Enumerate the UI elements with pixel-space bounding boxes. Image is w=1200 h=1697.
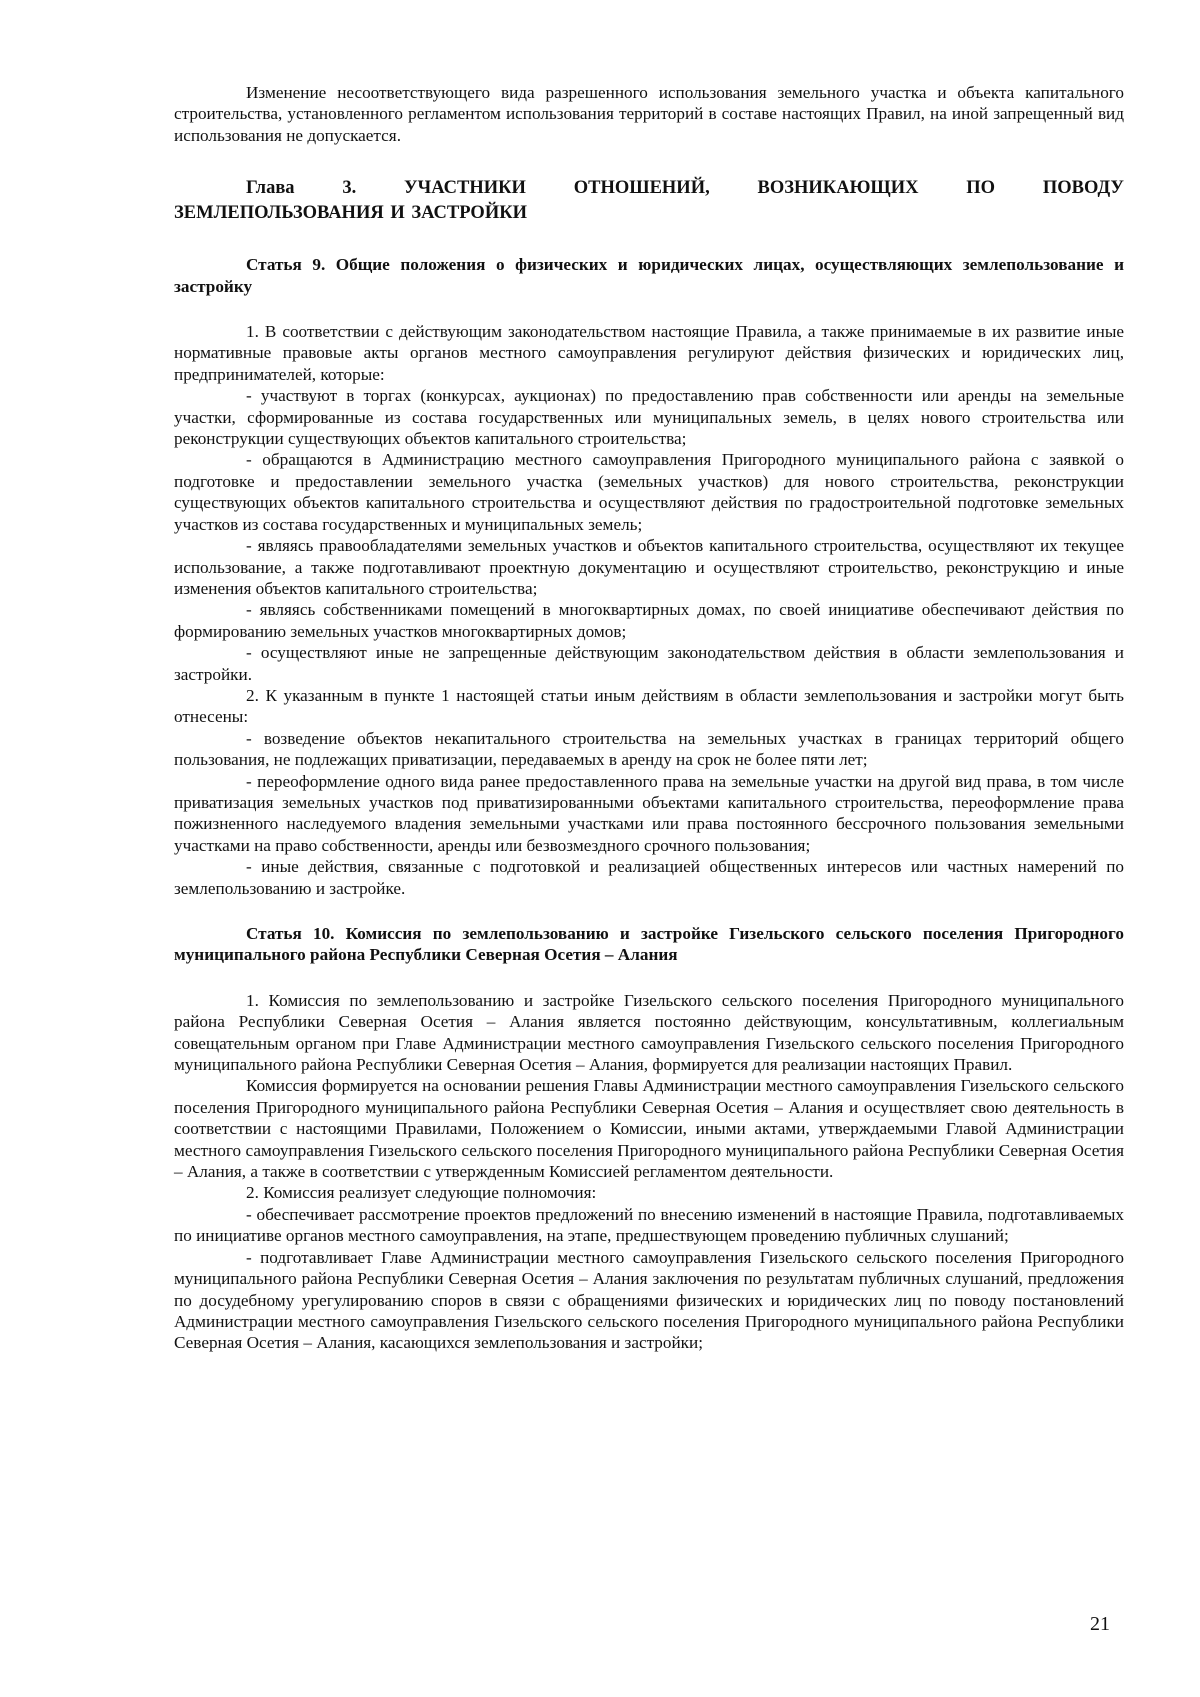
page-number: 21 [1090, 1613, 1110, 1635]
a10-paragraph: - обеспечивает рассмотрение проектов предложений по внесению изменений в настоящие Правила, подготавливаемых по инициативе органов местного самоуправления, на этапе, предшествующем проведению публичных слушаний; [174, 1204, 1124, 1246]
chapter-heading [174, 176, 1124, 201]
chapter-heading-line1: Глава 3. УЧАСТНИКИ ОТНОШЕНИЙ, ВОЗНИКАЮЩИХ ПО ПОВОДУ [246, 178, 1124, 199]
a9-paragraph: - участвуют в торгах (конкурсах, аукционах) по предоставлению прав собственности или аренды на земельные участки, сформированные из состава государственных или муниципальных земель, в целях нового строительства или реконструкции существующих объектов капитального строительства; [174, 386, 1124, 449]
a9-paragraph: - осуществляют иные не запрещенные действующим законодательством действия в области землепользования и застройки. [174, 643, 1124, 684]
intro-paragraph: Изменение несоответствующего вида разрешенного использования земельного участка и объекта капитального строительства, установленного регламентом использования территорий в составе настоящих Правил, на иной запрещенный вид использования не допускается. [174, 83, 1124, 145]
a10-paragraph: - подготавливает Главе Администрации местного самоуправления Гизельского сельского поселения Пригородного муниципального района Республики Северная Осетия – Алания заключения по результатам публичных слушаний, предложения по досудебному урегулированию споров в связи с обращениями физических и юридических лиц по поводу постановлений Администрации местного самоуправления Гизельского сельского поселения Пригородного муниципального района Республики Северная Осетия – Алания, касающихся землепользования и застройки; [174, 1247, 1124, 1353]
a10-paragraph: Комиссия формируется на основании решения Главы Администрации местного самоуправления Гизельского сельского поселения Пригородного муниципального района Республики Северная Осетия – Алания и осуществляет свою деятельность в соответствии с настоящими Правилами, Положением о Комиссии, иными актами, утверждаемыми Главой Администрации местного самоуправления Гизельского сельского поселения Пригородного муниципального района Республики Северная Осетия – Алания, а также в соответствии с утвержденным Комиссией регламентом деятельности. [174, 1076, 1124, 1182]
a9-paragraph: - иные действия, связанные с подготовкой и реализацией общественных интересов или частных намерений по землепользованию и застройке. [174, 857, 1124, 898]
a9-paragraph: - обращаются в Администрацию местного самоуправления Пригородного муниципального района с заявкой о подготовке и предоставлении земельного участка (земельных участков) для нового строительства, реконструкции существующих объектов капитального строительства и осуществляют действия по градостроительной подготовке земельных участков из состава государственных и муниципальных земель; [174, 450, 1124, 534]
a9-paragraph: - возведение объектов некапитального строительства на земельных участках в границах территорий общего пользования, не подлежащих приватизации, передаваемых в аренду на срок не более пяти лет; [174, 728, 1124, 770]
a9-paragraph: - являясь правообладателями земельных участков и объектов капитального строительства, осуществляют их текущее использование, а также подготавливают проектную документацию и осуществляют строительство, реконструкцию и иные изменения объектов капитального строительства; [174, 536, 1124, 598]
chapter-heading-line2: ЗЕМЛЕПОЛЬЗОВАНИЯ И ЗАСТРОЙКИ [174, 203, 528, 224]
a9-paragraph: - переоформление одного вида ранее предоставленного права на земельные участки на другой вид права, в том числе приватизация земельных участков под приватизированными объектами капитального строительства, переоформление права пожизненного наследуемого владения земельными участками или права постоянного бессрочного пользования земельными участками на право собственности, аренды или безвозмездного срочного пользования; [174, 771, 1124, 855]
chapter-heading-line2-wrap [174, 201, 1124, 226]
a10-paragraph: 2. Комиссия реализует следующие полномочия: [246, 1183, 597, 1203]
document-page [174, 82, 1124, 1354]
a10-paragraph: 1. Комиссия по землепользованию и застройке Гизельского сельского поселения Пригородного муниципального района Республики Северная Осетия – Алания является постоянно действующим, консультативным, коллегиальным совещательным органом при Главе Администрации местного самоуправления Гизельского сельского поселения Пригородного муниципального района Республики Северная Осетия – Алания, формируется для реализации настоящих Правил. [174, 990, 1124, 1075]
article-10-title: Статья 10. Комиссия по землепользованию и застройке Гизельского сельского поселения Пригородного муниципального района Республики Северная Осетия – Алания [174, 924, 1124, 965]
a9-paragraph: - являясь собственниками помещений в многоквартирных домах, по своей инициативе обеспечивают действия по формированию земельных участков многоквартирных домов; [174, 600, 1124, 641]
a9-paragraph: 1. В соответствии с действующим законодательством настоящие Правила, а также принимаемые в их развитие иные нормативные правовые акты органов местного самоуправления регулируют действия физических и юридических лиц, предпринимателей, которые: [174, 322, 1124, 384]
article-9-title: Статья 9. Общие положения о физических и юридических лицах, осуществляющих землепользование и застройку [174, 255, 1124, 296]
a9-paragraph: 2. К указанным в пункте 1 настоящей статьи иным действиям в области землепользования и застройки могут быть отнесены: [174, 685, 1124, 727]
